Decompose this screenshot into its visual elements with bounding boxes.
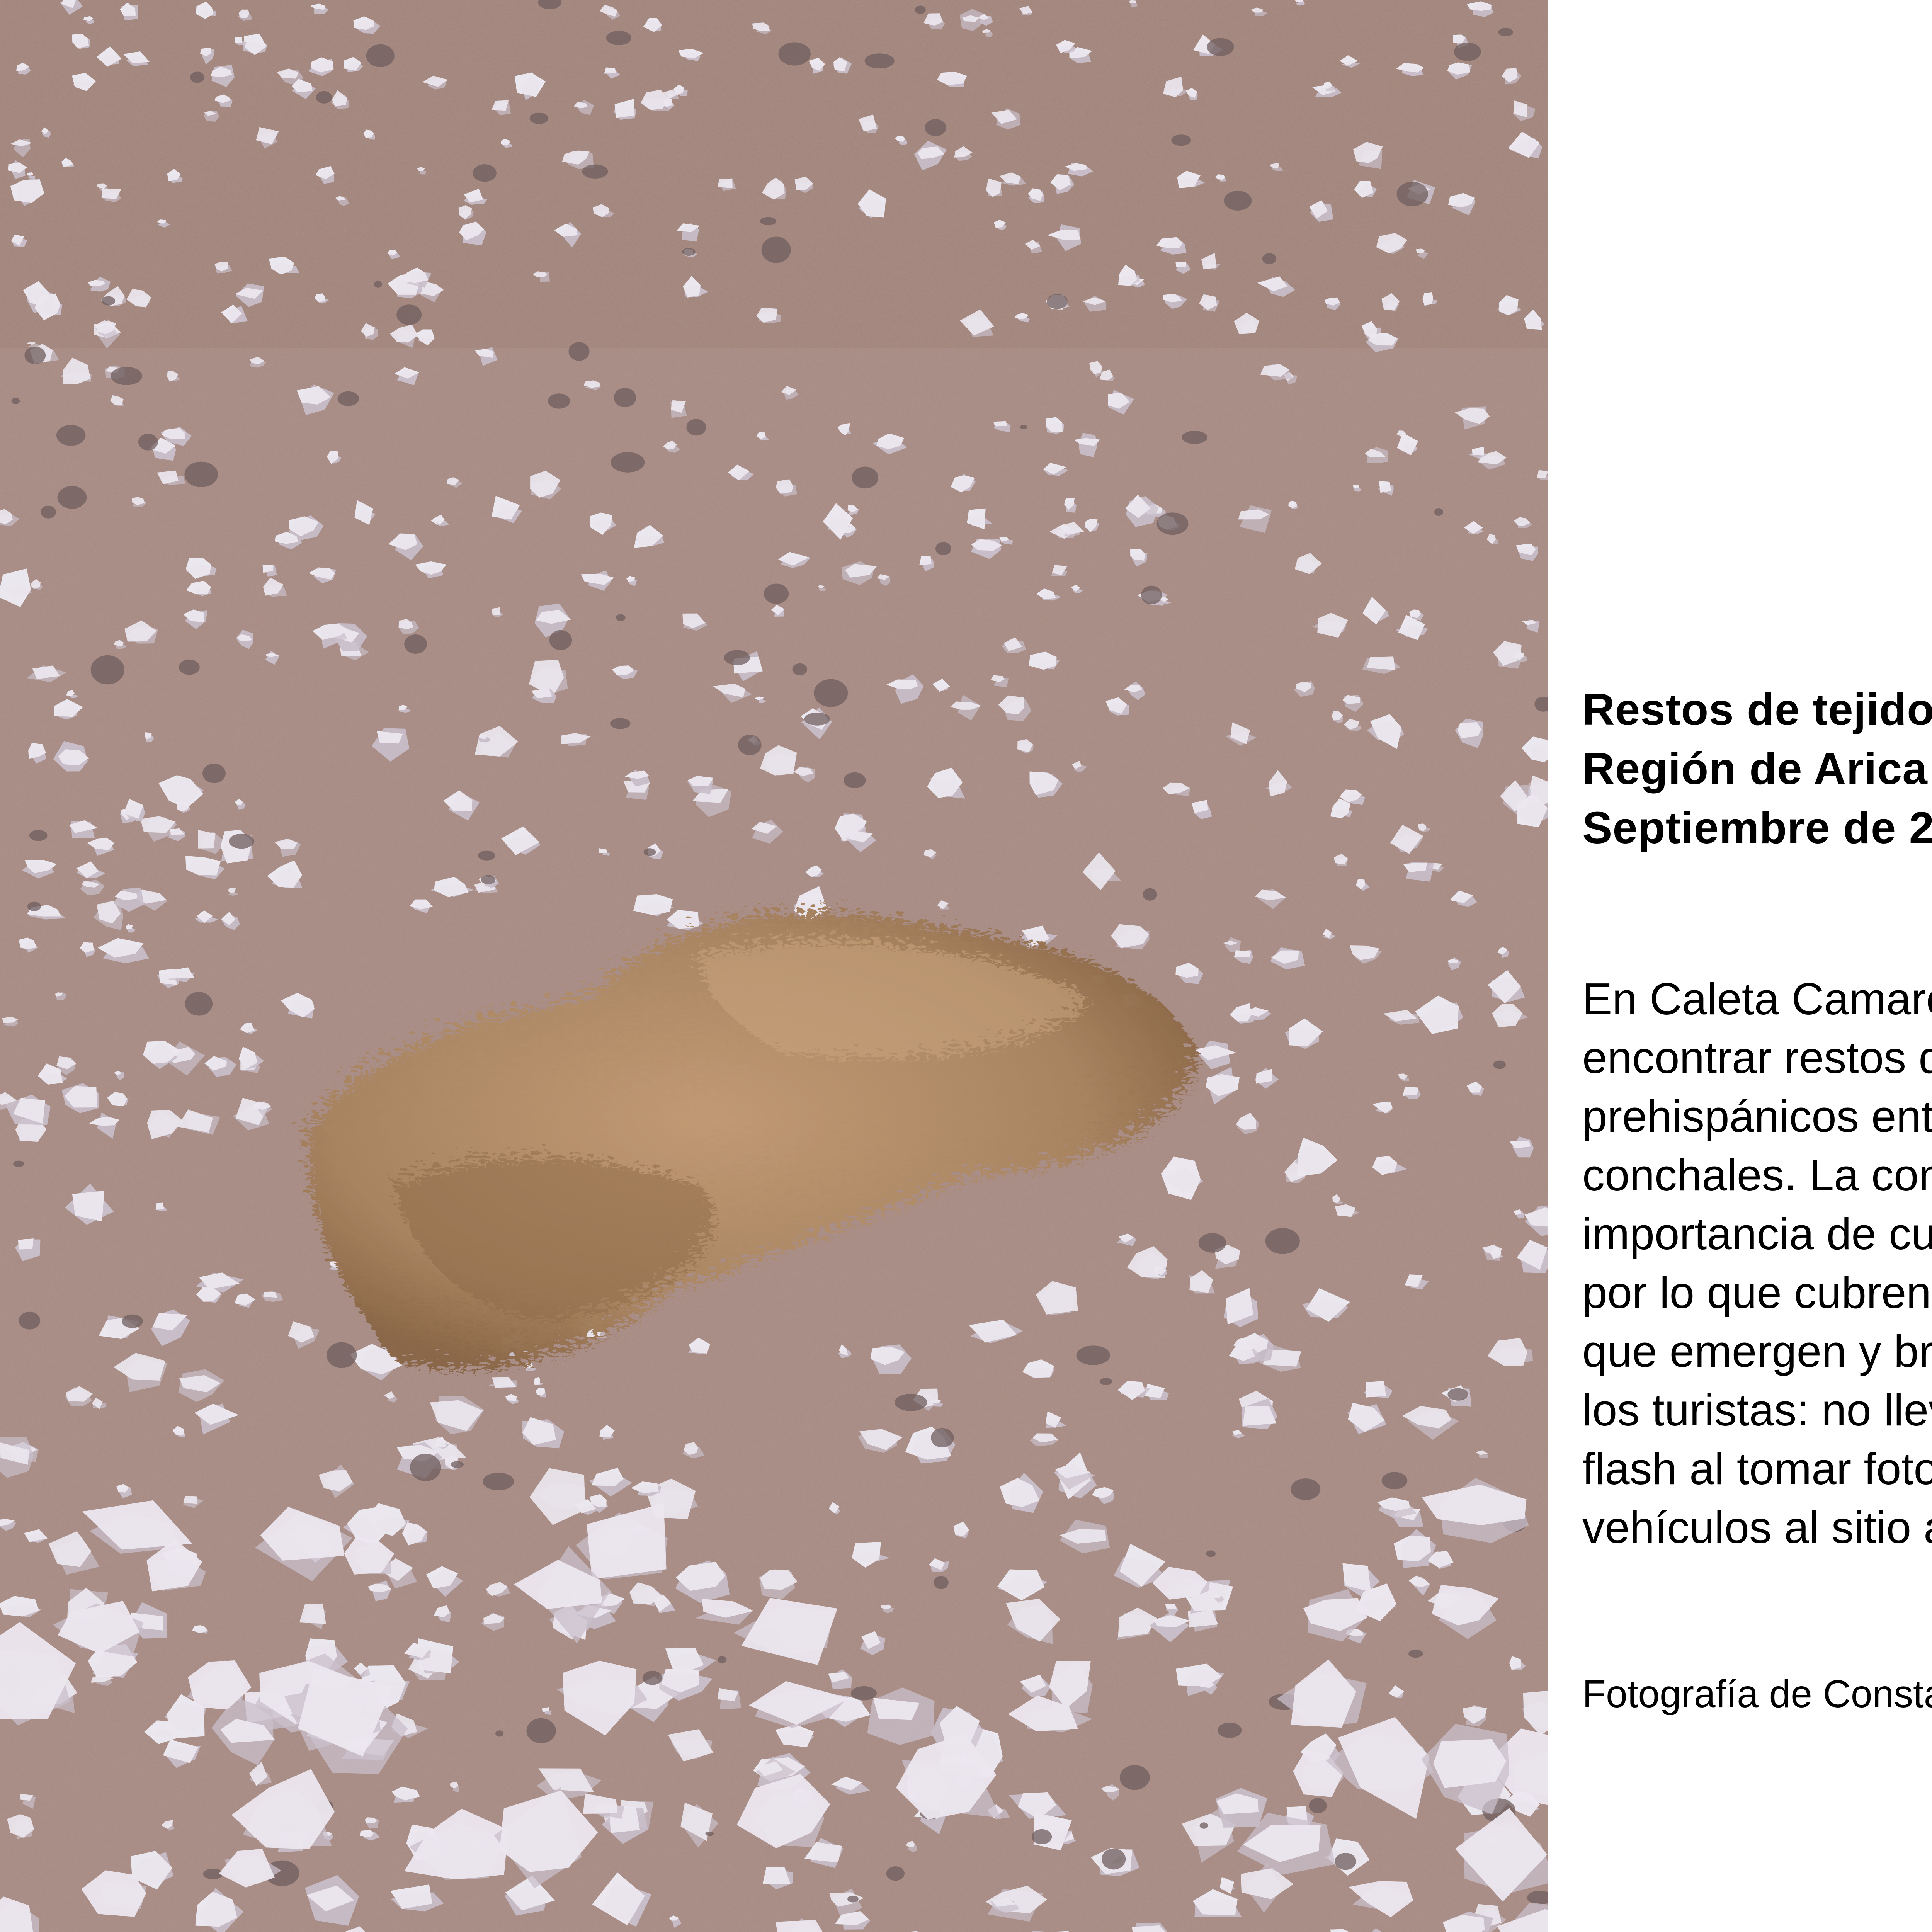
pebble bbox=[1434, 508, 1443, 516]
pebble bbox=[19, 1312, 41, 1330]
pebble bbox=[451, 1461, 464, 1468]
pebble bbox=[934, 1576, 949, 1589]
pebble bbox=[316, 91, 332, 104]
shell-fragment bbox=[264, 1292, 277, 1298]
shell-fragment bbox=[1433, 1739, 1506, 1788]
shell-fragment bbox=[1458, 722, 1481, 738]
caption-body-line: conchales. La co bbox=[1582, 1146, 1932, 1204]
pebble bbox=[606, 31, 631, 45]
caption-body-line: prehispánicos ent bbox=[1582, 1087, 1932, 1146]
pebble bbox=[886, 1866, 905, 1881]
pebble bbox=[396, 304, 422, 325]
caption-body bbox=[1582, 969, 1932, 1557]
pebble bbox=[179, 660, 200, 675]
shell-fragment bbox=[1422, 292, 1433, 306]
pebble bbox=[935, 542, 951, 555]
pebble bbox=[478, 851, 495, 861]
pebble bbox=[611, 452, 645, 473]
pebble bbox=[1102, 1849, 1126, 1869]
pebble bbox=[1143, 888, 1157, 901]
caption-title-line: Región de Arica bbox=[1582, 739, 1932, 798]
pebble bbox=[27, 902, 41, 911]
pebble bbox=[844, 772, 866, 788]
pebble bbox=[1100, 1378, 1112, 1385]
pebble bbox=[404, 634, 427, 654]
caption-body-line: importancia de cu bbox=[1582, 1204, 1932, 1263]
pebble bbox=[1047, 294, 1068, 309]
pebble bbox=[847, 1896, 859, 1903]
shell-fragment bbox=[1367, 656, 1395, 670]
pebble bbox=[1120, 1765, 1150, 1790]
pebble bbox=[473, 164, 497, 182]
caption-body-line: encontrar restos d bbox=[1582, 1028, 1932, 1087]
caption-panel bbox=[1582, 680, 1932, 1719]
shell-fragment bbox=[1403, 1087, 1418, 1096]
caption-body-line: flash al tomar foto bbox=[1582, 1439, 1932, 1498]
pebble bbox=[58, 486, 87, 509]
pebble bbox=[686, 419, 706, 435]
pebble bbox=[1382, 1472, 1408, 1489]
pebble bbox=[1309, 1798, 1327, 1813]
pebble bbox=[851, 1686, 877, 1701]
pebble bbox=[102, 296, 115, 306]
pebble bbox=[738, 735, 762, 755]
pebble bbox=[644, 848, 656, 856]
pebble bbox=[1032, 1829, 1052, 1844]
pebble bbox=[792, 663, 807, 675]
shell-fragment bbox=[183, 1496, 197, 1504]
shell-fragment bbox=[1219, 179, 1226, 182]
pebble bbox=[643, 1671, 663, 1685]
pebble bbox=[91, 655, 124, 684]
pebble bbox=[814, 679, 848, 707]
pebble bbox=[111, 367, 142, 385]
pebble bbox=[718, 1656, 726, 1663]
pebble bbox=[1291, 1478, 1320, 1500]
pebble bbox=[229, 834, 254, 849]
pebble bbox=[925, 119, 946, 136]
pebble bbox=[138, 434, 158, 450]
pebble bbox=[614, 388, 636, 407]
pebble bbox=[327, 1342, 357, 1368]
caption-body-line: En Caleta Camar bbox=[1582, 969, 1932, 1028]
pebble bbox=[24, 347, 46, 364]
shell-fragment bbox=[919, 556, 932, 565]
pebble bbox=[724, 650, 750, 665]
caption-body-line: vehículos al sitio bbox=[1582, 1498, 1932, 1557]
shell-fragment bbox=[1353, 485, 1359, 488]
pebble bbox=[185, 992, 213, 1016]
pebble bbox=[1076, 1345, 1110, 1365]
pebble bbox=[1498, 28, 1513, 36]
pebble bbox=[1199, 1233, 1226, 1253]
pebble bbox=[764, 584, 789, 604]
pebble bbox=[1224, 191, 1252, 211]
pebble bbox=[865, 53, 895, 68]
pebble bbox=[374, 281, 382, 288]
pebble bbox=[184, 462, 218, 487]
pebble bbox=[13, 1161, 24, 1167]
pebble bbox=[410, 1454, 441, 1481]
pebble bbox=[548, 393, 570, 408]
pebble bbox=[202, 764, 226, 783]
pebble bbox=[1171, 134, 1191, 146]
shell-fragment bbox=[1366, 1381, 1386, 1397]
caption-body-line: los turistas: no lle bbox=[1582, 1381, 1932, 1439]
caption-title-line: Restos de tejido bbox=[1582, 680, 1932, 739]
pebble bbox=[1493, 1061, 1506, 1069]
pebble bbox=[1020, 425, 1027, 429]
pebble bbox=[12, 398, 20, 404]
pebble bbox=[495, 1730, 503, 1736]
pebble bbox=[804, 713, 830, 726]
shell-fragment bbox=[1175, 262, 1186, 267]
pebble bbox=[483, 1473, 514, 1490]
pebble bbox=[682, 248, 696, 256]
pebble bbox=[582, 164, 608, 179]
caption-title-line: Septiembre de 2 bbox=[1582, 798, 1932, 857]
pebble bbox=[852, 467, 878, 488]
pebble bbox=[41, 506, 56, 519]
pebble bbox=[530, 113, 548, 124]
pebble bbox=[1157, 512, 1189, 535]
pebble bbox=[1262, 253, 1276, 264]
pebble bbox=[895, 1394, 927, 1411]
shell-fragment bbox=[604, 68, 616, 74]
pebble bbox=[931, 1428, 954, 1447]
pebble bbox=[1200, 1822, 1208, 1828]
caption-title bbox=[1582, 680, 1932, 857]
pebble bbox=[1447, 1388, 1468, 1401]
shell-fragment bbox=[718, 179, 733, 189]
caption-body-line: que emergen y br bbox=[1582, 1322, 1932, 1381]
pebble bbox=[526, 1718, 556, 1743]
pebble bbox=[1207, 38, 1234, 56]
shell-fragment bbox=[993, 421, 1007, 426]
pebble bbox=[760, 217, 776, 226]
pebble bbox=[481, 875, 496, 884]
pebble bbox=[1206, 1550, 1216, 1557]
caption-body-line: por lo que cubren bbox=[1582, 1263, 1932, 1322]
pebble bbox=[915, 6, 926, 14]
photo-credit: Fotografía de Const bbox=[1582, 1669, 1932, 1719]
pebble bbox=[549, 630, 572, 650]
pebble bbox=[616, 614, 626, 621]
pebble bbox=[1335, 1853, 1356, 1870]
pebble bbox=[1454, 43, 1481, 61]
shell-fragment bbox=[235, 37, 243, 43]
pebble bbox=[1182, 431, 1208, 444]
pebble bbox=[1397, 182, 1428, 206]
pebble bbox=[29, 830, 48, 841]
pebble bbox=[762, 236, 791, 263]
pebble bbox=[190, 71, 204, 83]
pebble bbox=[1265, 1228, 1300, 1254]
pebble bbox=[1141, 586, 1162, 604]
shell-fragment bbox=[18, 1238, 34, 1249]
pebble bbox=[122, 1315, 143, 1328]
pebble bbox=[1218, 1723, 1242, 1738]
pebble bbox=[610, 718, 631, 729]
pebble bbox=[366, 44, 395, 67]
pebble bbox=[1408, 1650, 1423, 1658]
pebble bbox=[705, 1832, 714, 1836]
pebble bbox=[56, 425, 86, 446]
pebble bbox=[568, 342, 589, 361]
pebble bbox=[338, 391, 359, 406]
pebble bbox=[778, 42, 811, 65]
